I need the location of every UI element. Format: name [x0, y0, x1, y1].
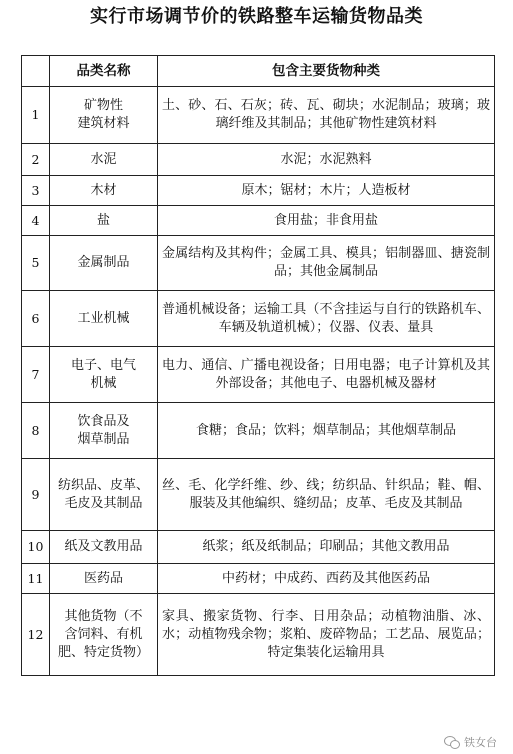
table-row — [22, 564, 495, 594]
category-name-line: 金属制品 — [77, 255, 130, 270]
category-name-line: 盐 — [96, 212, 110, 228]
row-number: 4 — [22, 206, 50, 236]
row-number: 6 — [22, 291, 50, 347]
header-category-name: 品类名称 — [50, 56, 158, 87]
goods-types: 纸浆；纸及纸制品；印刷品；其他文教用品 — [158, 531, 495, 564]
category-name — [50, 291, 158, 347]
table-row — [22, 236, 495, 291]
category-name — [50, 87, 158, 144]
category-name-line: 纸及文教用品 — [64, 539, 143, 554]
goods-types: 电力、通信、广播电视设备；日用电器；电子计算机及其外部设备；其他电子、电器机械及器材 — [158, 347, 495, 403]
row-number: 3 — [22, 176, 50, 206]
row-number: 9 — [22, 459, 50, 531]
row-number: 10 — [22, 531, 50, 564]
category-name-line: 电子、电气 — [70, 357, 136, 373]
watermark-text: 铁女台 — [464, 736, 497, 749]
category-name — [50, 403, 158, 459]
category-name — [50, 144, 158, 176]
table-row — [22, 291, 495, 347]
table-row — [22, 403, 495, 459]
goods-types: 金属结构及其构件；金属工具、模具；铝制器皿、搪瓷制品；其他金属制品 — [158, 236, 495, 291]
category-name — [50, 206, 158, 236]
table-row — [22, 176, 495, 206]
category-name — [50, 594, 158, 676]
table-row — [22, 347, 495, 403]
table-row — [22, 594, 495, 676]
header-goods-types: 包含主要货物种类 — [158, 56, 495, 87]
category-name-line: 医药品 — [83, 570, 123, 586]
category-name-line: 水泥 — [90, 151, 117, 167]
category-name-line: 纺织品、皮革、 — [57, 477, 149, 493]
category-name — [50, 236, 158, 291]
table-header-row — [22, 56, 495, 87]
goods-types: 原木；锯材；木片；人造板材 — [158, 176, 495, 206]
category-name — [50, 347, 158, 403]
category-name — [50, 176, 158, 206]
category-name-line: 毛皮及其制品 — [64, 495, 143, 511]
category-name — [50, 531, 158, 564]
category-name-line: 工业机械 — [77, 310, 130, 326]
category-name-line: 烟草制品 — [77, 431, 130, 447]
row-number: 1 — [22, 87, 50, 144]
watermark — [444, 734, 497, 750]
page-title: 实行市场调节价的铁路整车运输货物品类 — [90, 6, 423, 27]
row-number: 11 — [22, 564, 50, 594]
wechat-icon — [444, 736, 460, 748]
row-number: 8 — [22, 403, 50, 459]
header-number — [22, 56, 50, 87]
goods-category-table — [21, 55, 495, 676]
row-number: 5 — [22, 236, 50, 291]
goods-types: 土、砂、石、石灰；砖、瓦、砌块；水泥制品；玻璃；玻璃纤维及其制品；其他矿物性建筑材料 — [158, 87, 495, 144]
category-name-line: 其他货物（不 — [64, 608, 143, 624]
goods-types: 水泥；水泥熟料 — [158, 144, 495, 176]
goods-types: 食糖；食品；饮料；烟草制品；其他烟草制品 — [158, 403, 495, 459]
category-name — [50, 459, 158, 531]
table-row — [22, 531, 495, 564]
category-name-line: 含饲料、有机 — [64, 626, 143, 642]
category-name-line: 矿物性 — [83, 98, 123, 113]
table-row — [22, 206, 495, 236]
category-name — [50, 564, 158, 594]
category-name-line: 木材 — [90, 182, 117, 198]
table-row — [22, 87, 495, 144]
category-name-line: 建筑材料 — [77, 116, 130, 131]
goods-types: 家具、搬家货物、行李、日用杂品；动植物油脂、冰、水；动植物残余物；浆粕、废碎物品；工艺品、展览品；特定集装化运输用具 — [158, 594, 495, 676]
row-number: 2 — [22, 144, 50, 176]
row-number: 7 — [22, 347, 50, 403]
category-name-line: 机械 — [90, 375, 117, 391]
table-row — [22, 144, 495, 176]
category-name-line: 肥、特定货物） — [57, 644, 149, 660]
goods-types: 丝、毛、化学纤维、纱、线；纺织品、针织品；鞋、帽、服装及其他编织、缝纫品；皮革、毛皮及其制品 — [158, 459, 495, 531]
goods-types: 中药材；中成药、西药及其他医药品 — [158, 564, 495, 594]
category-name-line: 饮食品及 — [77, 413, 130, 429]
row-number: 12 — [22, 594, 50, 676]
table-row — [22, 459, 495, 531]
goods-types: 普通机械设备；运输工具（不含挂运与自行的铁路机车、车辆及轨道机械）；仪器、仪表、量具 — [158, 291, 495, 347]
goods-types: 食用盐；非食用盐 — [158, 206, 495, 236]
